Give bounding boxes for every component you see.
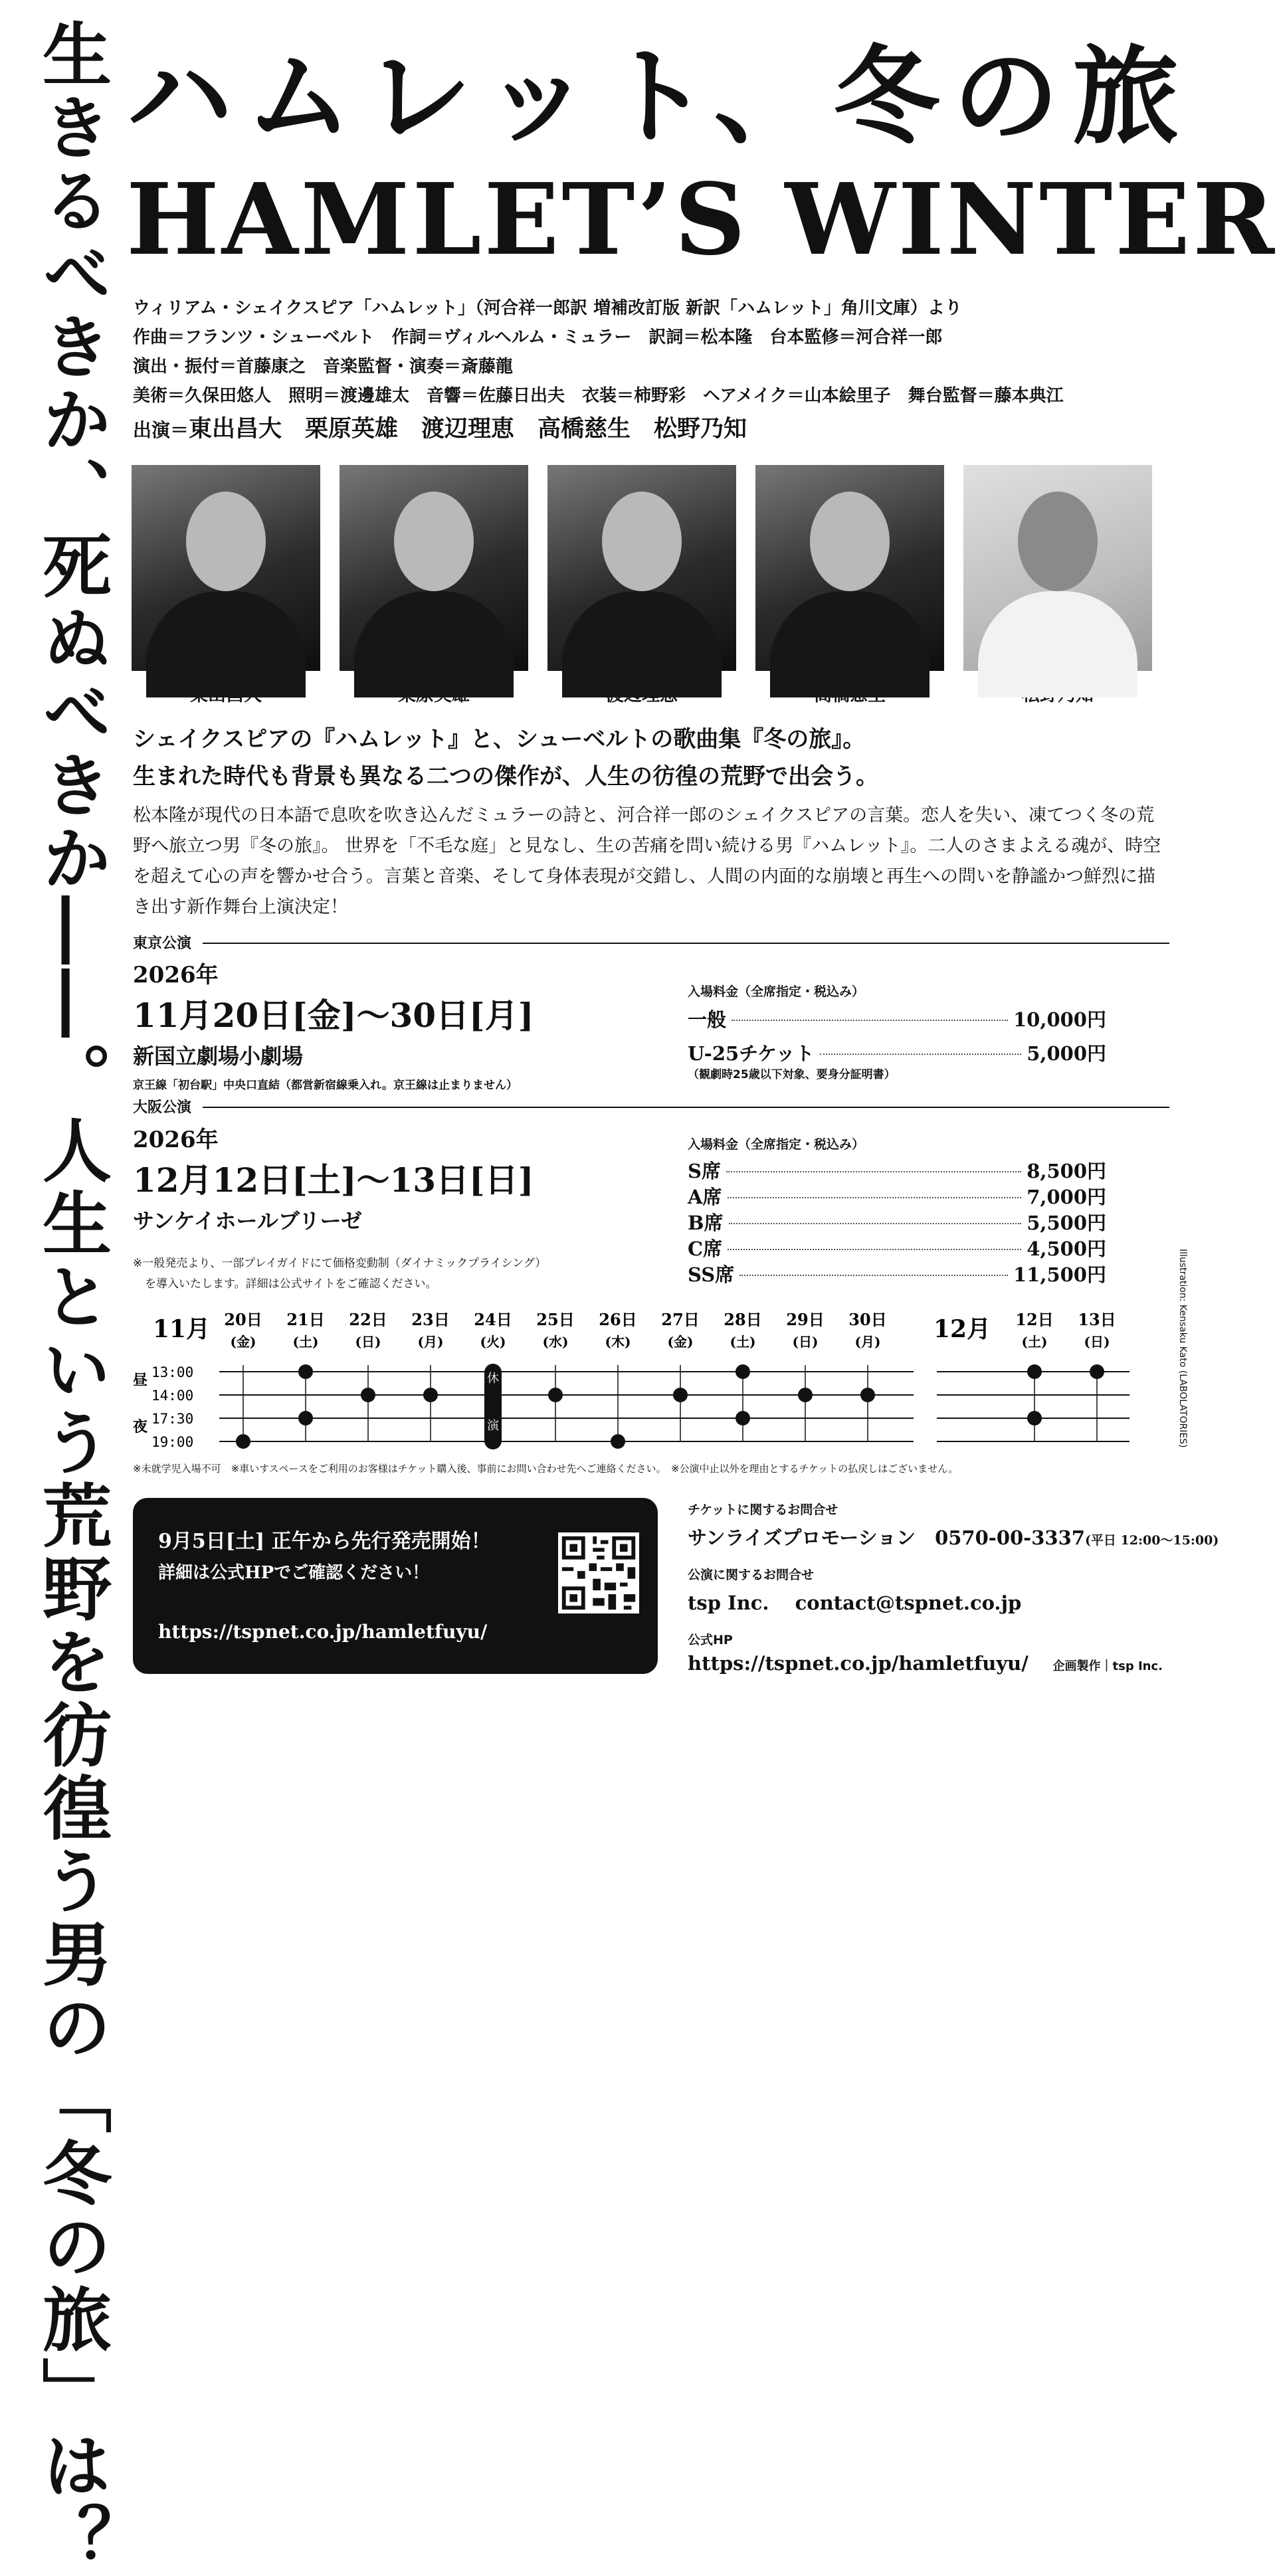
price-value: 4,500円 bbox=[1027, 1238, 1106, 1260]
weekday-label: (日) bbox=[355, 1334, 381, 1350]
day-label: 22日 bbox=[349, 1310, 387, 1329]
weekday-label: (月) bbox=[854, 1334, 881, 1350]
weekday-label: (土) bbox=[292, 1334, 319, 1350]
price-note: （観劇時25歳以下対象、要身分証明書） bbox=[688, 1068, 896, 1081]
producer-credit: 企画製作｜tsp Inc. bbox=[1052, 1659, 1163, 1673]
performance-dot bbox=[736, 1364, 750, 1379]
performance-dot bbox=[548, 1388, 563, 1402]
time-label: 14:00 bbox=[151, 1388, 194, 1404]
title-english: HAMLET’S WINTER bbox=[126, 161, 1277, 277]
performance-dot bbox=[361, 1388, 375, 1402]
lead-line-2: 生まれた時代も背景も異なる二つの傑作が、人生の彷徨の荒野で出会う。 bbox=[133, 763, 878, 790]
price-label: B席 bbox=[688, 1212, 724, 1234]
time-label: 17:30 bbox=[151, 1411, 194, 1427]
month-label: 12月 bbox=[933, 1315, 991, 1343]
cast-photo bbox=[755, 465, 944, 671]
weekday-label: (日) bbox=[792, 1334, 819, 1350]
cast-photo bbox=[547, 465, 736, 671]
daytime-label: 昼 bbox=[133, 1372, 148, 1389]
divider bbox=[203, 1107, 1169, 1108]
day-label: 28日 bbox=[724, 1310, 762, 1329]
osaka-info bbox=[133, 1121, 546, 1291]
performance-dot bbox=[298, 1411, 313, 1426]
day-label: 26日 bbox=[599, 1310, 637, 1329]
performance-dot bbox=[1090, 1364, 1104, 1379]
performance-dot bbox=[798, 1388, 813, 1402]
qr-code-icon[interactable] bbox=[558, 1532, 639, 1613]
contact-info bbox=[688, 1500, 1219, 1675]
credit-direction: 演出・振付＝首藤康之 音楽監督・演奏＝斎藤龍 bbox=[133, 357, 514, 377]
ticket-contact-label: チケットに関するお問合せ bbox=[688, 1503, 838, 1517]
weekday-label: (金) bbox=[667, 1334, 694, 1350]
tokyo-info bbox=[133, 957, 534, 1092]
weekday-label: (日) bbox=[1084, 1334, 1110, 1350]
lead-line-1: シェイクスピアの『ハムレット』と、シューベルトの歌曲集『冬の旅』。 bbox=[133, 726, 866, 753]
price-value: 8,500円 bbox=[1027, 1160, 1106, 1182]
price-value: 5,000円 bbox=[1027, 1042, 1106, 1065]
cast-card bbox=[547, 465, 736, 706]
cast-card bbox=[963, 465, 1152, 706]
divider bbox=[203, 943, 1169, 944]
osaka-year: 2026年 bbox=[133, 1127, 219, 1153]
weekday-label: (月) bbox=[417, 1334, 444, 1350]
price-label: A席 bbox=[688, 1186, 722, 1208]
cast-photo bbox=[132, 465, 320, 671]
weekday-label: (金) bbox=[230, 1334, 256, 1350]
tokyo-dates: 11月20日[金]〜30日[月] bbox=[133, 996, 534, 1035]
day-label: 13日 bbox=[1078, 1310, 1116, 1329]
cast-card bbox=[340, 465, 528, 706]
credit-source: ウィリアム・シェイクスピア「ハムレット」（河合祥一郎訳 増補改訂版 新訳「ハムレット」角川文庫）より bbox=[133, 298, 962, 318]
cast-card bbox=[755, 465, 944, 706]
time-label: 13:00 bbox=[151, 1364, 194, 1380]
credits-block bbox=[133, 294, 1169, 449]
credit-cast bbox=[133, 411, 1169, 449]
cast-names: 東出昌大 栗原英雄 渡辺理恵 高橋慈生 松野乃知 bbox=[189, 415, 747, 442]
osaka-venue: サンケイホールブリーゼ bbox=[133, 1208, 362, 1234]
osaka-heading: 大阪公演 bbox=[133, 1099, 192, 1116]
day-label: 21日 bbox=[286, 1310, 325, 1329]
price-row bbox=[688, 1156, 1106, 1182]
credit-staff: 美術＝久保田悠人 照明＝渡邊雄太 音響＝佐藤日出夫 衣装＝柿野彩 ヘアメイク＝山本絵里子 舞台監督＝藤本典江 bbox=[133, 386, 1064, 406]
vertical-tagline: 生きるべきか、死ぬべきか――。人生という荒野を彷徨う男の「冬の旅」は？ bbox=[31, 19, 112, 2576]
price-row bbox=[688, 1208, 1106, 1234]
performance-dot bbox=[423, 1388, 438, 1402]
weekday-label: (火) bbox=[480, 1334, 506, 1350]
cast-photos bbox=[132, 465, 1161, 704]
price-value: 7,000円 bbox=[1027, 1186, 1106, 1208]
cast-label: 出演＝ bbox=[133, 419, 189, 441]
weekday-label: (木) bbox=[605, 1334, 631, 1350]
performance-dot bbox=[236, 1434, 250, 1449]
lead-text bbox=[133, 721, 1169, 795]
price-row bbox=[688, 1260, 1106, 1286]
performance-contact-label: 公演に関するお問合せ bbox=[688, 1568, 815, 1582]
closed-label: 演 bbox=[487, 1419, 499, 1433]
price-label: 一般 bbox=[688, 1008, 727, 1031]
synopsis: 松本隆が現代の日本語で息吹を吹き込んだミュラーの詩と、河合祥一郎のシェイクスピアの言葉。恋人を失い、凍てつく冬の荒野へ旅立つ男『冬の旅』。 世界を「不毛な庭」と見なし、生の苦痛を問い続ける男『ハムレット』。二人のさまよえる魂が、時空を超えて心の声を響かせ合う。言葉と音楽、そして身体表現が交錯し、人間の内面的な崩壊と再生への問いを静謐かつ鮮烈に描き出す新作舞台上演決定！ bbox=[133, 805, 1161, 917]
osaka-dates: 12月12日[土]〜13日[日] bbox=[133, 1160, 534, 1200]
price-label: SS席 bbox=[688, 1263, 735, 1286]
price-label: U-25チケット bbox=[688, 1042, 815, 1065]
presale-date: 9月5日[土] 正午から先行発売開始！ bbox=[158, 1530, 491, 1553]
closed-label: 休 bbox=[487, 1372, 499, 1386]
schedule-grid bbox=[133, 1305, 1169, 1461]
price-value: 11,500円 bbox=[1013, 1263, 1106, 1286]
ticket-contact-org: サンライズプロモーション 0570-00-3337 bbox=[688, 1526, 1085, 1549]
performance-contact: tsp Inc. contact@tspnet.co.jp bbox=[688, 1592, 1022, 1614]
performance-dot bbox=[298, 1364, 313, 1379]
performance-dot bbox=[736, 1411, 750, 1426]
tokyo-access: 京王線「初台駅」中央口直結（都営新宿線乗入れ。京王線は止まりません） bbox=[133, 1079, 518, 1092]
day-label: 25日 bbox=[536, 1310, 575, 1329]
performance-dot bbox=[673, 1388, 688, 1402]
performance-dot bbox=[611, 1434, 625, 1449]
day-label: 20日 bbox=[224, 1310, 262, 1329]
tokyo-prices bbox=[688, 982, 1106, 1081]
day-label: 29日 bbox=[786, 1310, 825, 1329]
tokyo-price-heading: 入場料金（全席指定・税込み） bbox=[688, 984, 865, 999]
tokyo-year: 2026年 bbox=[133, 962, 219, 988]
official-hp-link[interactable]: https://tspnet.co.jp/hamletfuyu/ bbox=[688, 1652, 1029, 1675]
price-row bbox=[688, 1234, 1106, 1260]
price-row bbox=[688, 1182, 1106, 1208]
osaka-price-heading: 入場料金（全席指定・税込み） bbox=[688, 1137, 865, 1152]
tokyo-venue: 新国立劇場小劇場 bbox=[133, 1044, 304, 1069]
cast-card bbox=[132, 465, 320, 706]
price-value: 5,500円 bbox=[1027, 1212, 1106, 1234]
presale-url[interactable]: https://tspnet.co.jp/hamletfuyu/ bbox=[158, 1621, 488, 1643]
cast-photo bbox=[340, 465, 528, 671]
price-label: C席 bbox=[688, 1238, 723, 1260]
ticket-contact bbox=[688, 1523, 1219, 1550]
day-label: 30日 bbox=[848, 1310, 887, 1329]
footnote: ※未就学児入場不可 ※車いすスペースをご利用のお客様はチケット購入後、事前にお問い合わせ先へご連絡ください。 ※公演中止以外を理由とするチケットの払戻しはございません。 bbox=[133, 1463, 959, 1475]
price-value: 10,000円 bbox=[1013, 1008, 1106, 1031]
osaka-prices bbox=[688, 1135, 1106, 1286]
osaka-note-2: を導入いたします。詳細は公式サイトをご確認ください。 bbox=[145, 1277, 437, 1291]
price-row bbox=[688, 1005, 1106, 1031]
performance-dot bbox=[1027, 1364, 1042, 1379]
credit-music: 作曲＝フランツ・シューベルト 作詞＝ヴィルヘルム・ミュラー 訳詞＝松本隆 台本監修＝河合祥一郎 bbox=[133, 327, 943, 347]
month-label: 11月 bbox=[153, 1315, 211, 1343]
performance-dot bbox=[860, 1388, 875, 1402]
day-label: 24日 bbox=[474, 1310, 512, 1329]
presale-detail: 詳細は公式HPでご確認ください！ bbox=[158, 1563, 430, 1583]
osaka-note-1: ※一般発売より、一部プレイガイドにて価格変動制（ダイナミックプライシング） bbox=[133, 1257, 547, 1270]
night-label: 夜 bbox=[133, 1418, 148, 1435]
illustration-credit: Illustration: Kensaku Kato (LABOLATORIES) bbox=[1177, 1249, 1188, 1448]
weekday-label: (土) bbox=[1021, 1334, 1048, 1350]
time-label: 19:00 bbox=[151, 1434, 194, 1450]
price-label: S席 bbox=[688, 1160, 721, 1182]
presale-box bbox=[133, 1498, 658, 1674]
performance-schedule bbox=[133, 1305, 1169, 1471]
official-hp-label: 公式HP bbox=[688, 1633, 733, 1647]
weekday-label: (水) bbox=[542, 1334, 569, 1350]
ticket-contact-hours: (平日 12:00〜15:00) bbox=[1084, 1533, 1219, 1548]
weekday-label: (土) bbox=[730, 1334, 756, 1350]
performance-dot bbox=[1027, 1411, 1042, 1426]
title-japanese: ハムレット、冬の旅 bbox=[126, 34, 1193, 159]
day-label: 23日 bbox=[411, 1310, 450, 1329]
tokyo-heading: 東京公演 bbox=[133, 935, 192, 952]
cast-photo bbox=[963, 465, 1152, 671]
day-label: 27日 bbox=[661, 1310, 700, 1329]
day-label: 12日 bbox=[1015, 1310, 1054, 1329]
price-row bbox=[688, 1039, 1106, 1065]
